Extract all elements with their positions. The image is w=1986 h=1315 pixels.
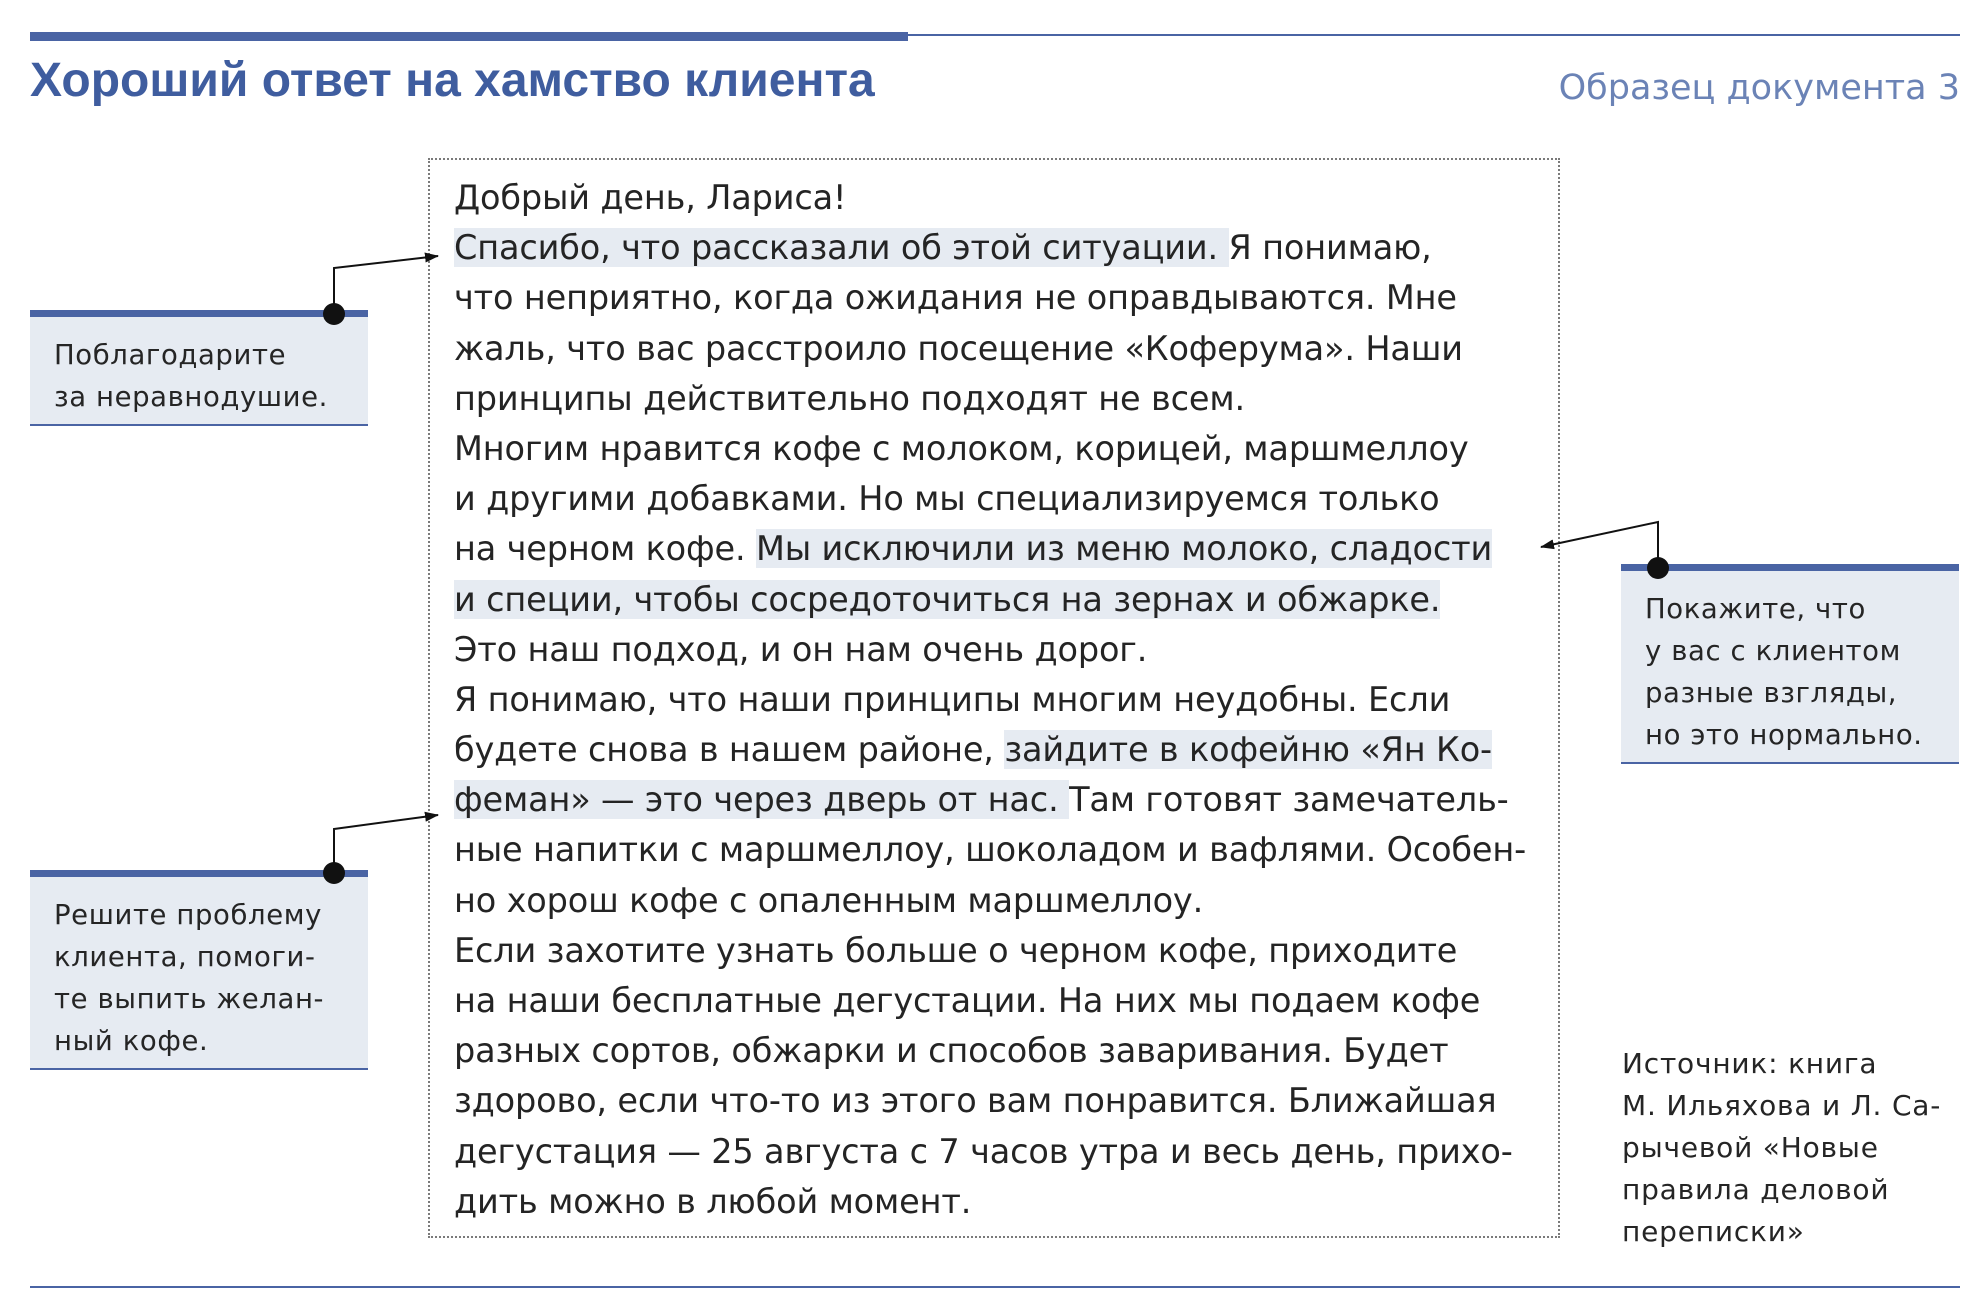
letter-line: [454, 1127, 1554, 1177]
highlighted-phrase: Мы исключили из меню молоко, сладости: [755, 529, 1493, 569]
letter-line: [454, 374, 1554, 424]
letter-text-segment: дегустация — 25 августа с 7 часов утра и весь день, прихо-: [454, 1131, 1513, 1171]
callout-line: Поблагодарите: [54, 339, 287, 371]
letter-line: [454, 1177, 1554, 1227]
letter-text-segment: будете снова в нашем районе,: [454, 730, 1005, 770]
source-line: М. Ильяхова и Л. Са-: [1622, 1089, 1942, 1122]
letter-text-segment: Если захотите узнать больше о черном кофе, приходите: [454, 930, 1458, 970]
letter-text-segment: Там готовят замечатель-: [1069, 780, 1509, 820]
letter-text-segment: на черном кофе.: [454, 529, 756, 569]
letter-line: [454, 524, 1554, 574]
letter-line: [454, 1076, 1554, 1126]
letter-line: [454, 1026, 1554, 1076]
letter-text: [454, 173, 1554, 1227]
callout-line: у вас с клиентом: [1645, 635, 1901, 667]
callout-line: ный кофе.: [54, 1025, 209, 1057]
callout-line: Покажите, что: [1645, 593, 1866, 625]
header-accent-bar: [30, 32, 908, 41]
letter-line: [454, 775, 1554, 825]
letter-text-segment: разных сортов, обжарки и способов заваривания. Будет: [454, 1031, 1449, 1071]
callout-line: те выпить желан-: [54, 983, 325, 1015]
letter-text-segment: что неприятно, когда ожидания не оправдываются. Мне: [454, 278, 1457, 318]
letter-line: [454, 675, 1554, 725]
page-title: Хороший ответ на хамство клиента: [30, 54, 875, 107]
letter-text-segment: Я понимаю,: [1228, 228, 1432, 268]
letter-text-segment: Добрый день, Лариса!: [454, 178, 847, 217]
letter-text-segment: здорово, если что-то из этого вам понравится. Ближайшая: [454, 1081, 1497, 1121]
callout-line: но это нормально.: [1645, 719, 1923, 751]
source-line: переписки»: [1622, 1215, 1805, 1248]
letter-text-segment: принципы действительно подходят не всем.: [454, 378, 1245, 418]
callout-line: клиента, помоги-: [54, 941, 316, 973]
letter-line: [454, 876, 1554, 926]
highlighted-phrase: и специи, чтобы сосредоточиться на зернах и обжарке.: [454, 579, 1441, 619]
highlighted-phrase: Спасибо, что рассказали об этой ситуации.: [454, 228, 1229, 268]
callout-line: разные взгляды,: [1645, 677, 1898, 709]
letter-text-segment: на наши бесплатные дегустации. На них мы подаем кофе: [454, 981, 1481, 1020]
callout-thank: [30, 310, 368, 426]
source-line: Источник: книга: [1622, 1047, 1878, 1080]
source-line: правила деловой: [1622, 1173, 1890, 1206]
source-note: [1622, 1043, 1941, 1253]
letter-line: [454, 173, 1554, 223]
letter-text-segment: Многим нравится кофе с молоком, корицей, маршмеллоу: [454, 428, 1469, 468]
letter-line: [454, 474, 1554, 524]
letter-line: [454, 424, 1554, 474]
letter-line: [454, 223, 1554, 273]
letter-line: [454, 324, 1554, 374]
letter-line: [454, 926, 1554, 976]
letter-text-segment: но хорош кофе с опаленным маршмеллоу.: [454, 880, 1204, 920]
callout-line: Решите проблему: [54, 899, 322, 931]
document-sample-label: Образец документа 3: [1558, 68, 1960, 108]
letter-line: [454, 725, 1554, 775]
highlighted-phrase: зайдите в кофейню «Ян Ко-: [1004, 730, 1492, 770]
letter-line: [454, 825, 1554, 875]
callout-solve-problem: [30, 870, 368, 1070]
letter-line: [454, 273, 1554, 323]
letter-text-segment: жаль, что вас расстроило посещение «Коферума». Наши: [454, 328, 1463, 368]
letter-line: [454, 575, 1554, 625]
callout-line: за неравнодушие.: [54, 381, 329, 413]
source-line: рычевой «Новые: [1622, 1131, 1879, 1164]
footer-rule: [30, 1286, 1960, 1288]
letter-text-segment: и другими добавками. Но мы специализируемся только: [454, 479, 1440, 519]
letter-text-segment: ные напитки с маршмеллоу, шоколадом и вафлями. Особен-: [454, 830, 1527, 870]
letter-text-segment: дить можно в любой момент.: [454, 1181, 972, 1221]
highlighted-phrase: феман» — это через дверь от нас.: [454, 780, 1070, 820]
letter-text-segment: Я понимаю, что наши принципы многим неудобны. Если: [454, 679, 1451, 719]
letter-text-segment: Это наш подход, и он нам очень дорог.: [454, 629, 1148, 669]
letter-line: [454, 625, 1554, 675]
callout-different-views: [1621, 564, 1959, 764]
letter-line: [454, 976, 1554, 1026]
